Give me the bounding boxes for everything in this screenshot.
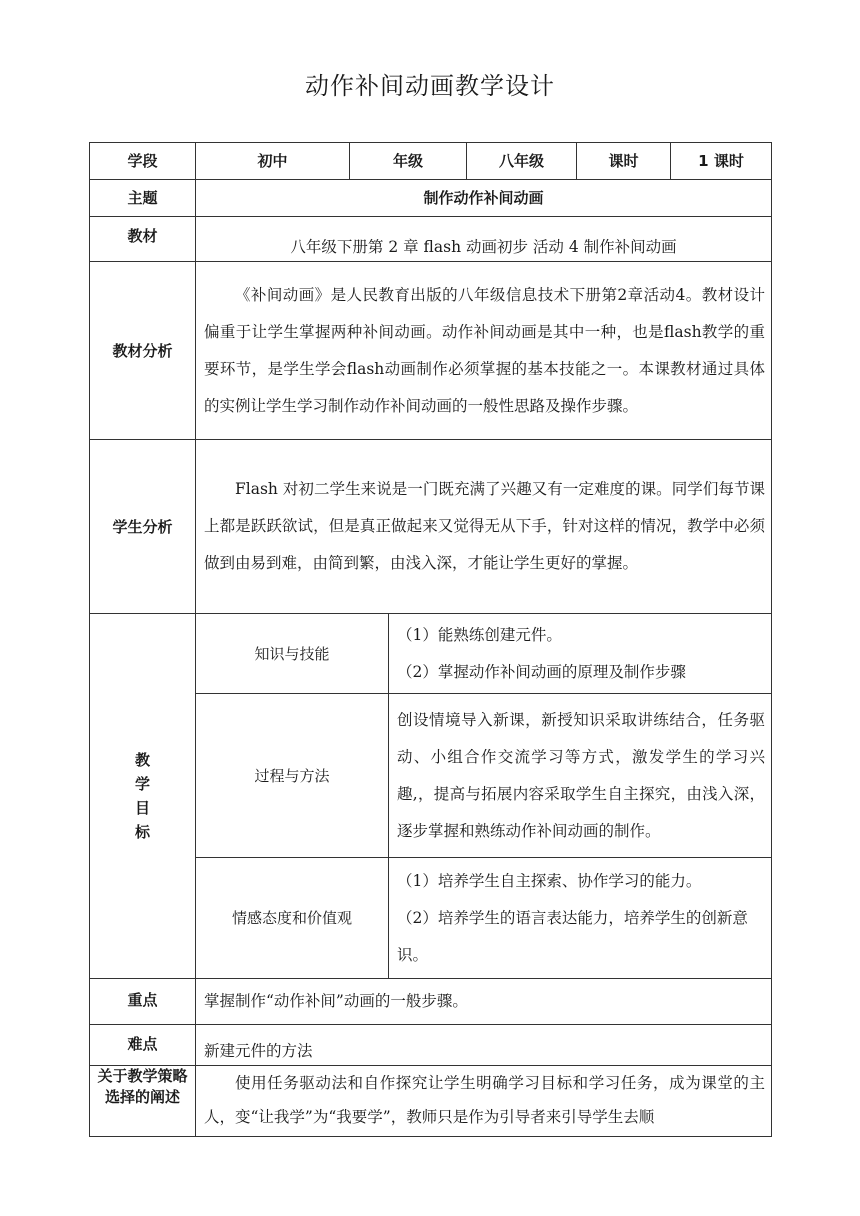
- row-stage: [90, 143, 772, 180]
- grade-label: 年级: [350, 143, 467, 180]
- objectives-label: [90, 614, 196, 979]
- theme-value: 制作动作补间动画: [196, 180, 772, 217]
- material-value: 八年级下册第 2 章 flash 动画初步 活动 4 制作补间动画: [196, 217, 772, 262]
- process-text: 创设情境导入新课，新授知识采取讲练结合，任务驱动、小组合作交流学习等方式，激发学生的学习兴趣,，提高与拓展内容采取学生自主探究，由浅入深，逐步掌握和熟练动作补间动画的制作。: [397, 710, 766, 840]
- theme-label: 主题: [90, 180, 196, 217]
- strategy-text: 使用任务驱动法和自作探究让学生明确学习目标和学习任务，成为课堂的主人，变“让我学”为“我要学”，教师只是作为引导者来引导学生去顺: [204, 1074, 766, 1126]
- process-cell: [389, 694, 772, 858]
- material-analysis-label: 教材分析: [90, 262, 196, 440]
- row-objective-knowledge: [90, 614, 772, 694]
- student-analysis-label: 学生分析: [90, 440, 196, 614]
- key-point-label: 重点: [90, 979, 196, 1025]
- emotion-item: （2）培养学生的语言表达能力，培养学生的创新意识。: [397, 908, 748, 964]
- objectives-label-char: 标: [134, 823, 150, 841]
- emotion-label: 情感态度和价值观: [196, 858, 389, 979]
- grade-value: 八年级: [467, 143, 577, 180]
- strategy-cell: [196, 1066, 772, 1137]
- key-point-text: 掌握制作“动作补间”动画的一般步骤。: [196, 979, 772, 1025]
- knowledge-item: （1）能熟练创建元件。: [397, 625, 562, 644]
- difficulty-label: 难点: [90, 1025, 196, 1066]
- strategy-label: 关于教学策略选择的阐述: [90, 1066, 196, 1137]
- row-material-analysis: [90, 262, 772, 440]
- objectives-label-char: 目: [134, 799, 150, 817]
- hours-label: 课时: [577, 143, 671, 180]
- document-title: 动作补间动画教学设计: [305, 72, 555, 100]
- material-analysis-text: 《补间动画》是人民教育出版的八年级信息技术下册第2章活动4。教材设计偏重于让学生掌握两种补间动画。动作补间动画是其中一种，也是flash教学的重要环节，是学生学会flash动画制作必须掌握的基本技能之一。本课教材通过具体的实例让学生学习制作动作补间动画的一般性思路及操作步骤。: [204, 285, 766, 415]
- knowledge-item: （2）掌握动作补间动画的原理及制作步骤: [397, 662, 686, 681]
- row-key-point: [90, 979, 772, 1025]
- row-strategy: [90, 1066, 772, 1137]
- lesson-plan-table: [89, 142, 772, 1137]
- student-analysis-text: Flash 对初二学生来说是一门既充满了兴趣又有一定难度的课。同学们每节课上都是跃跃欲试，但是真正做起来又觉得无从下手，针对这样的情况，教学中必须做到由易到难，由简到繁，由浅入深，才能让学生更好的掌握。: [204, 480, 766, 572]
- stage-label: 学段: [90, 143, 196, 180]
- emotion-item: （1）培养学生自主探索、协作学习的能力。: [397, 871, 702, 890]
- stage-value: 初中: [196, 143, 350, 180]
- row-student-analysis: [90, 440, 772, 614]
- difficulty-text: 新建元件的方法: [196, 1025, 772, 1066]
- knowledge-label: 知识与技能: [196, 614, 389, 694]
- student-analysis-cell: [196, 440, 772, 614]
- objectives-label-char: 教: [134, 751, 150, 769]
- objectives-label-char: 学: [134, 775, 150, 793]
- row-difficulty: [90, 1025, 772, 1066]
- knowledge-cell: [389, 614, 772, 694]
- row-material: [90, 217, 772, 262]
- material-label: 教材: [90, 217, 196, 262]
- emotion-cell: [389, 858, 772, 979]
- process-label: 过程与方法: [196, 694, 389, 858]
- row-theme: [90, 180, 772, 217]
- hours-value: 1 课时: [671, 143, 772, 180]
- material-analysis-cell: [196, 262, 772, 440]
